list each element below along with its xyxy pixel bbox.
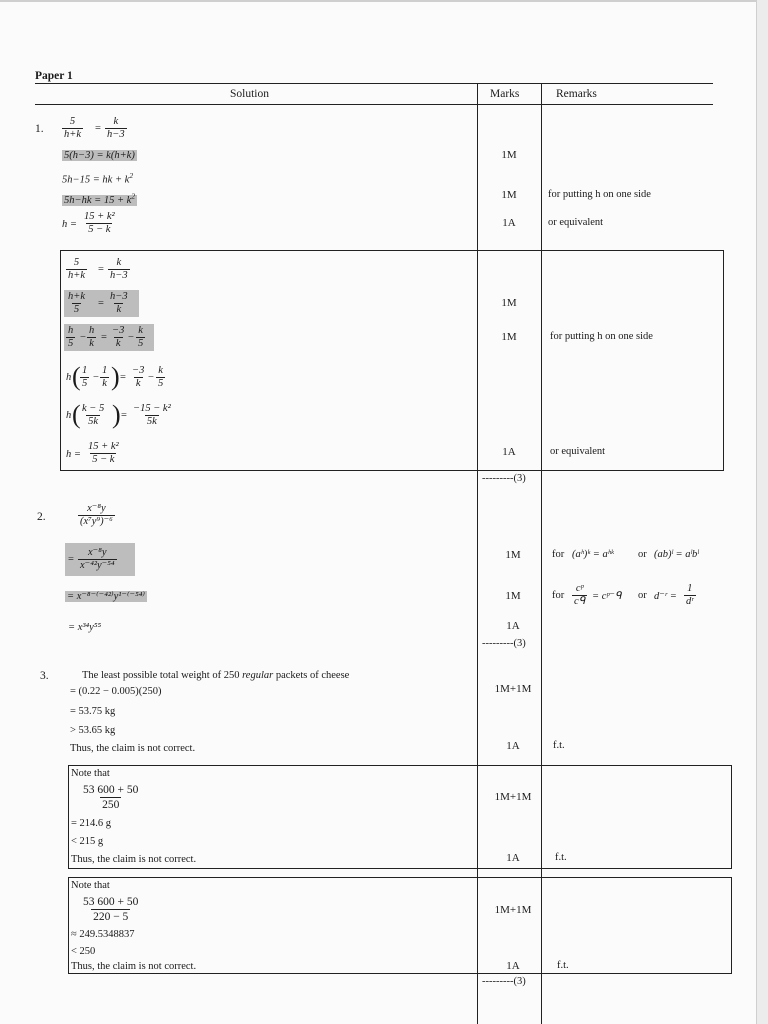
- q3-b1-mark-1: 1M+1M: [494, 791, 532, 803]
- q2-expression: $\frac{\text{x⁻⁸y}}{\text{(x⁷y⁹)⁻⁶}}$: [80, 503, 113, 527]
- q1-alt-mark-3: 1A: [502, 446, 516, 458]
- q1-mark-1: 1M: [501, 149, 517, 161]
- q3-line-2: = 53.75 kg: [70, 706, 116, 717]
- q3-line-4: Thus, the claim is not correct.: [70, 743, 196, 754]
- q3-b2-mark-2: 1A: [506, 960, 520, 972]
- header-bottom-rule: [35, 104, 713, 105]
- q1-alternative-box: [60, 250, 724, 471]
- q1-alt-mark-1: 1M: [501, 297, 517, 309]
- q2-line-2: = x⁻⁸⁻⁽⁻⁴²⁾y¹⁻⁽⁻⁵⁴⁾: [67, 591, 145, 602]
- q3-remark: f.t.: [553, 740, 565, 751]
- q3-b2-line-1: ≈ 249.5348837: [71, 929, 135, 940]
- q1-line-3: $5h-hk = 15 + k^2$: [64, 191, 136, 206]
- q2-total: ---------(3): [482, 638, 526, 649]
- header-top-rule: [35, 83, 713, 84]
- q1-remark-1: for putting h on one side: [548, 189, 651, 200]
- q1-mark-3: 1A: [502, 217, 516, 229]
- q1-alt-remark-2: or equivalent: [550, 446, 606, 457]
- q3-total: ---------(3): [482, 976, 526, 987]
- scan-right-edge: [756, 0, 768, 1024]
- scan-top-edge: [0, 0, 768, 2]
- q3-b2-remark: f.t.: [557, 960, 569, 971]
- q2-line-3: = x³⁴y⁵⁵: [68, 622, 102, 633]
- q3-line-1: = (0.22 − 0.005)(250): [70, 686, 162, 697]
- q3-b1-fraction: $\frac{53 600 + 50}{250}$: [83, 784, 139, 811]
- header-remarks: Remarks: [556, 88, 597, 100]
- q3-b1-line-1: = 214.6 g: [71, 818, 112, 829]
- q3-b2-note: Note that: [71, 880, 110, 891]
- q2-mark-3: 1A: [506, 620, 520, 632]
- q2-number: 2.: [37, 511, 46, 523]
- q1-mark-2: 1M: [501, 189, 517, 201]
- q3-b1-remark: f.t.: [555, 852, 567, 863]
- q1-total: ---------(3): [482, 473, 526, 484]
- q3-b2-line-3: Thus, the claim is not correct.: [71, 961, 197, 972]
- q2-mark-2: 1M: [505, 590, 521, 602]
- q3-statement: The least possible total weight of 250 regular packets of cheese: [82, 670, 350, 681]
- q3-b1-line-2: < 215 g: [71, 836, 104, 847]
- paper-title: Paper 1: [35, 70, 73, 82]
- q1-line-2: 5h−15 = hk + $k^2$: [62, 171, 134, 186]
- q1-alt-mark-2: 1M: [501, 331, 517, 343]
- q3-line-3: > 53.65 kg: [70, 725, 116, 736]
- q3-b2-line-2: < 250: [71, 946, 96, 957]
- q1-alt-remark-1: for putting h on one side: [550, 331, 653, 342]
- q3-b2-mark-1: 1M+1M: [494, 904, 532, 916]
- q3-mark-2: 1A: [506, 740, 520, 752]
- header-marks: Marks: [490, 88, 520, 100]
- q3-alternative-box-2: [68, 877, 732, 974]
- header-solution: Solution: [230, 88, 269, 100]
- q3-number: 3.: [40, 670, 49, 682]
- q1-line-1: 5(h−3) = k(h+k): [64, 150, 135, 161]
- q3-b1-line-3: Thus, the claim is not correct.: [71, 854, 197, 865]
- q3-b1-mark-2: 1A: [506, 852, 520, 864]
- q1-number: 1.: [35, 123, 44, 135]
- q3-mark-1: 1M+1M: [494, 683, 532, 695]
- q3-b1-note: Note that: [71, 768, 110, 779]
- q2-mark-1: 1M: [505, 549, 521, 561]
- q3-b2-fraction: $\frac{53 600 + 50}{220 - 5}$: [83, 896, 139, 923]
- q1-remark-2: or equivalent: [548, 217, 604, 228]
